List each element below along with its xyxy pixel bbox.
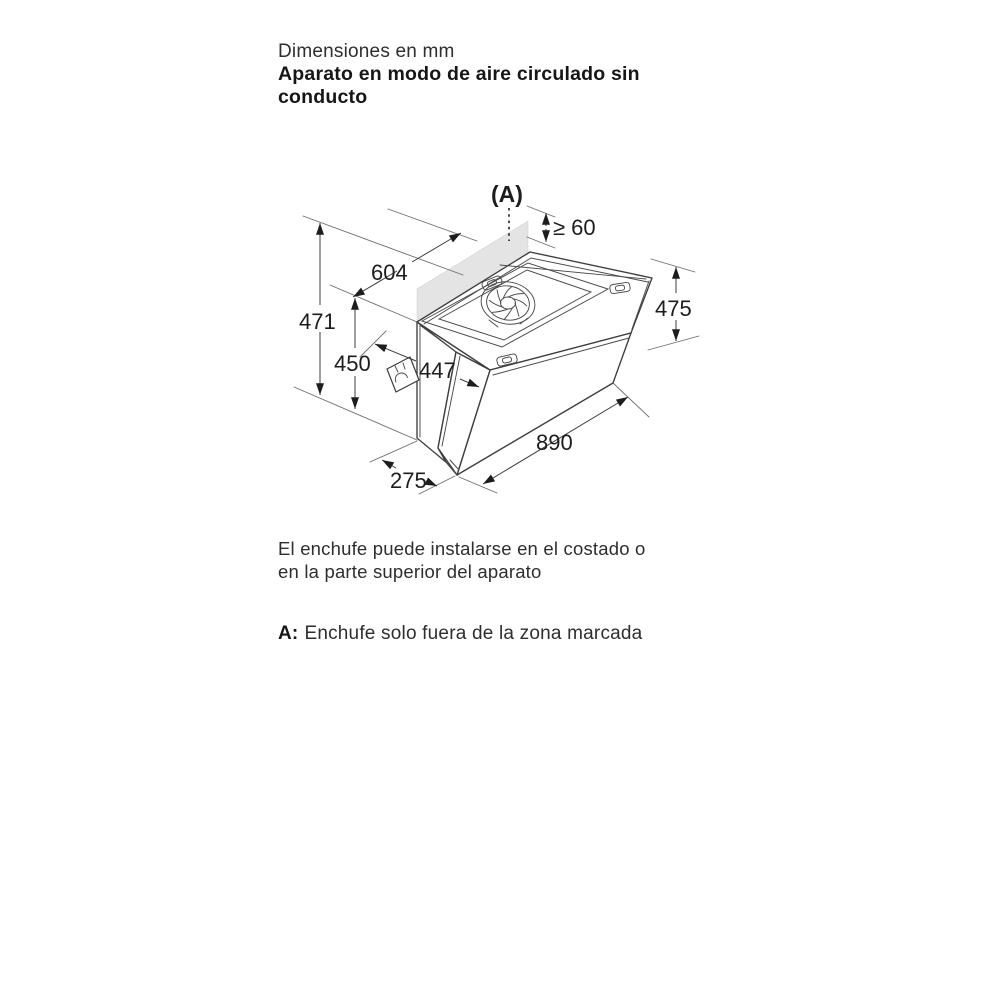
label-450: 450	[334, 351, 371, 376]
label-clearance-60: ≥ 60	[553, 215, 596, 240]
dimensions-unit-label: Dimensiones en mm	[278, 41, 455, 62]
label-475: 475	[655, 296, 692, 321]
power-socket-icon	[387, 357, 419, 392]
page-title-line2: conducto	[278, 85, 368, 108]
plug-installation-note	[278, 537, 748, 583]
label-447: 447	[419, 358, 456, 383]
label-callout-a: (A)	[491, 181, 523, 207]
zone-note-text: Enchufe solo fuera de la zona marcada	[304, 623, 643, 644]
label-604: 604	[371, 260, 408, 285]
page-title-line1: Aparato en modo de aire circulado sin	[278, 63, 640, 85]
zone-note-prefix: A:	[278, 623, 299, 644]
label-471: 471	[299, 309, 336, 334]
zone-note	[278, 622, 748, 645]
plug-note-line2: en la parte superior del aparato	[278, 561, 542, 582]
plug-note-line1: El enchufe puede instalarse en el costado o	[278, 538, 646, 559]
label-275: 275	[390, 468, 427, 493]
label-890: 890	[536, 430, 573, 455]
